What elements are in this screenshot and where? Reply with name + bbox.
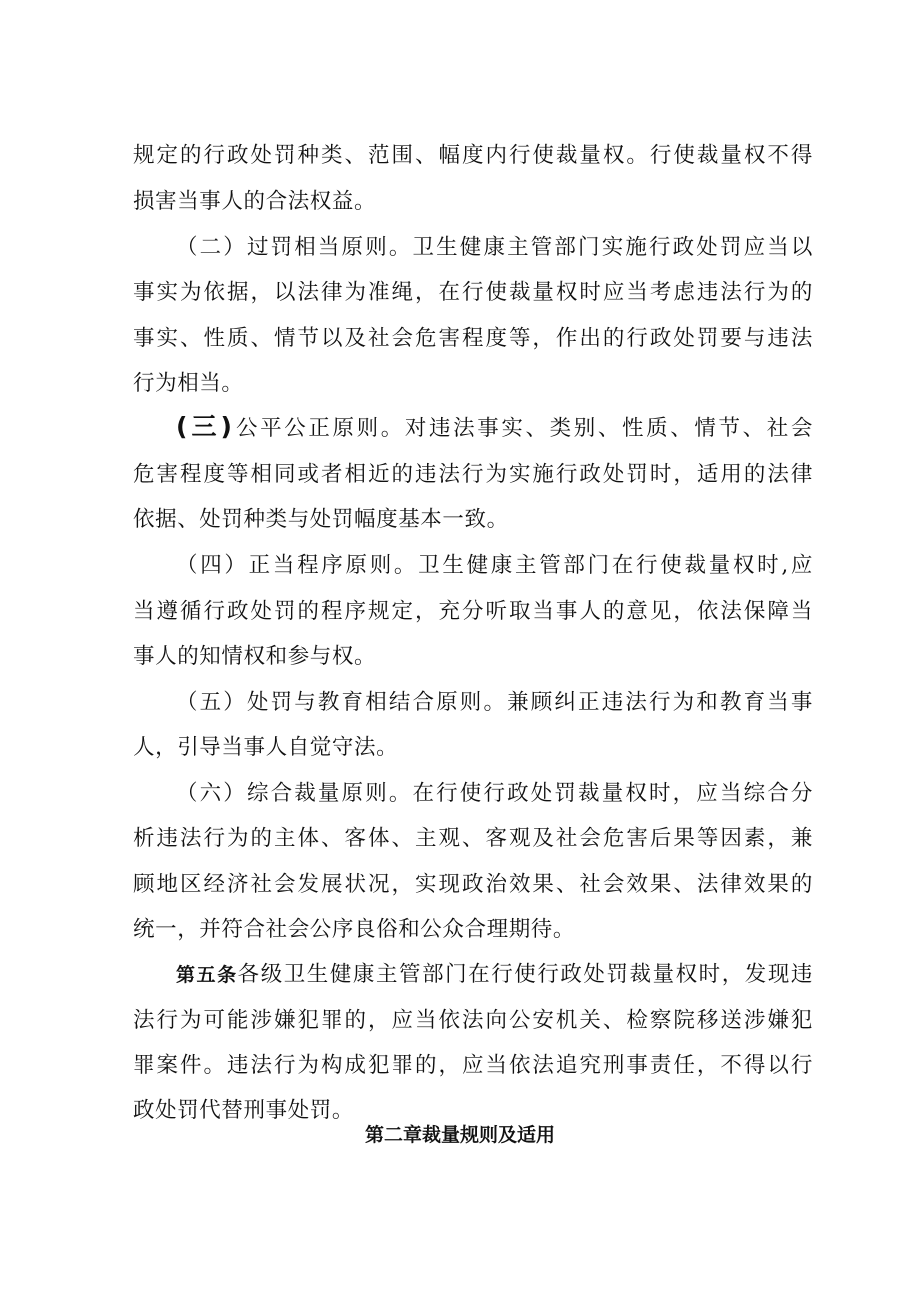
- paragraph-line: 危害程度等相同或者相近的违法行为实施行政处罚时，适用的法律: [133, 462, 813, 487]
- paragraph-line: 析违法行为的主体、客体、主观、客观及社会危害后果等因素，兼: [133, 826, 813, 851]
- paragraph-line: （五）处罚与教育相结合原则。兼顾纠正违法行为和教育当事: [176, 690, 813, 715]
- paragraph-text: 各级卫生健康主管部门在行使行政处罚裁量权时，发现违: [237, 962, 813, 987]
- enumeration-marker: (三): [176, 412, 234, 441]
- paragraph-line: 损害当事人的合法权益。: [133, 189, 377, 214]
- paragraph-line: 规定的行政处罚种类、范围、幅度内行使裁量权。行使裁量权不得: [133, 143, 813, 168]
- paragraph-line: 人，引导当事人自觉守法。: [133, 735, 399, 760]
- paragraph-line: 政处罚代替刑事处罚。: [133, 1098, 355, 1123]
- paragraph-text: 公平公正原则。对违法事实、类别、性质、情节、社会: [233, 416, 814, 441]
- paragraph-line: 行为相当。: [133, 371, 244, 396]
- paragraph-line: 法行为可能涉嫌犯罪的，应当依法向公安机关、检察院移送涉嫌犯: [133, 1008, 813, 1033]
- paragraph-line: 事实为依据，以法律为准绳，在行使裁量权时应当考虑违法行为的: [133, 280, 813, 305]
- paragraph-line: [176, 960, 813, 990]
- article-label: 第五条: [176, 964, 238, 986]
- paragraph-line: （二）过罚相当原则。卫生健康主管部门实施行政处罚应当以: [176, 235, 813, 260]
- paragraph-line: 顾地区经济社会发展状况，实现政治效果、社会效果、法律效果的: [133, 872, 813, 897]
- paragraph-line: [176, 412, 813, 444]
- paragraph-line: （四）正当程序原则。卫生健康主管部门在行使裁量权时,应: [176, 553, 813, 578]
- paragraph-line: 事人的知情权和参与权。: [133, 644, 377, 669]
- paragraph-line: （六）综合裁量原则。在行使行政处罚裁量权时，应当综合分: [176, 781, 813, 806]
- paragraph-line: 统一，并符合社会公序良俗和公众合理期待。: [133, 917, 576, 942]
- paragraph-line: 罪案件。违法行为构成犯罪的，应当依法追究刑事责任，不得以行: [133, 1053, 813, 1078]
- paragraph-line: 依据、处罚种类与处罚幅度基本一致。: [133, 507, 509, 532]
- paragraph-line: 事实、性质、情节以及社会危害程度等，作出的行政处罚要与违法: [133, 326, 813, 351]
- chapter-heading: 第二章裁量规则及适用: [364, 1124, 555, 1146]
- paragraph-line: 当遵循行政处罚的程序规定，充分听取当事人的意见，依法保障当: [133, 599, 813, 624]
